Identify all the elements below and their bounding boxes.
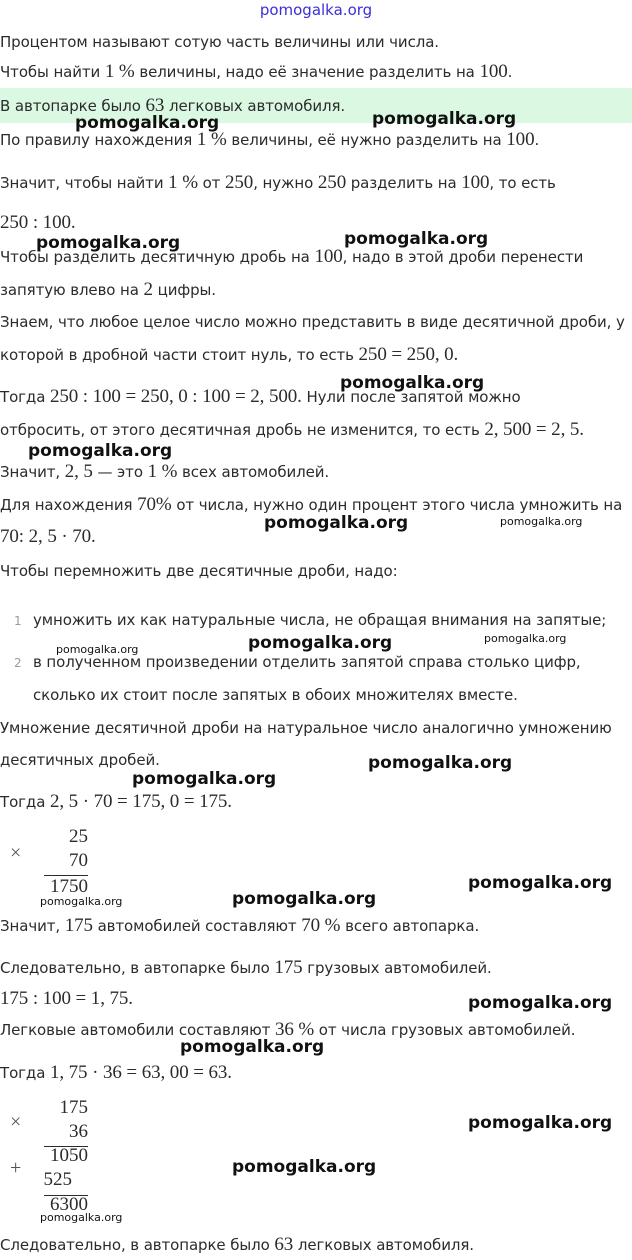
text-line-26: Легковые автомобили составляют 36 % от числа грузовых автомобилей. (0, 1019, 576, 1040)
text-line-27: Тогда 1, 75 · 36 = 63, 00 = 63. (0, 1062, 232, 1083)
text-line-14: Для нахождения 70% от числа, нужно один процент этого числа умножить на (0, 494, 623, 515)
text-line-5: Значит, чтобы найти 1 % от 250, нужно 250 разделить на 100, то есть (0, 172, 556, 193)
text-line-23: Значит, 175 автомобилей составляют 70 % всего автопарка. (0, 915, 480, 936)
text-line-1: Процентом называют сотую часть величины или числа. (0, 33, 439, 51)
list-item-1: умножить их как натуральные числа, не обращая внимания на запятые; (33, 611, 607, 629)
watermark: pomogalka.org (484, 632, 567, 645)
list-item-2: в полученном произведении отделить запятой справа столько цифр, (33, 653, 581, 671)
watermark: pomogalka.org (232, 1157, 377, 1177)
watermark: pomogalka.org (264, 513, 409, 533)
plus-sign: + (10, 1157, 22, 1179)
watermark: pomogalka.org (468, 993, 613, 1013)
math: 175 (274, 957, 303, 978)
math: 1 % (104, 61, 135, 82)
math: 70 % (301, 915, 341, 936)
multiplier: 36 (69, 1121, 88, 1142)
math: 1, 75 · 36 = 63, 00 = 63. (49, 1062, 232, 1083)
product: 6300 (50, 1194, 88, 1215)
text-line-25 (0, 989, 133, 1009)
watermark: pomogalka.org (468, 873, 613, 893)
watermark: pomogalka.org (340, 373, 485, 393)
math: 100 (461, 172, 490, 193)
watermark: pomogalka.org (28, 441, 173, 461)
math: 63 (145, 95, 165, 116)
math: 250 : 100. (0, 212, 76, 233)
math: 1 % (168, 172, 198, 193)
text-line-6 (0, 213, 76, 233)
math: 36 % (274, 1019, 315, 1040)
multiplicand: 25 (69, 826, 88, 847)
math: 1 % (196, 129, 227, 150)
math: 250 (225, 172, 254, 193)
text-line-2: Чтобы найти 1 % величины, надо её значение разделить на 100. (0, 61, 513, 82)
list-item-2-continuation: сколько их стоит после запятых в обоих множителях вместе. (33, 686, 518, 704)
list-number-1: 1 (14, 614, 22, 628)
math: 2, 5 (64, 461, 93, 482)
math: 250 = 250, 0. (358, 344, 459, 365)
text-line-20: Умножение десятичной дроби на натуральное число аналогично умножению (0, 719, 612, 737)
product: 1750 (50, 876, 88, 897)
watermark: pomogalka.org (372, 109, 517, 129)
text-line-9: Знаем, что любое целое число можно представить в виде десятичной дроби, у (0, 313, 625, 331)
text-line-8: запятую влево на 2 цифры. (0, 279, 216, 300)
text-line-7: Чтобы разделить десятичную дробь на 100, надо в этой дроби перенести (0, 246, 584, 267)
watermark: pomogalka.org (468, 1113, 613, 1133)
text-line-21: десятичных дробей. (0, 751, 160, 769)
text-line-10: которой в дробной части стоит нуль, то есть 250 = 250, 0. (0, 344, 459, 365)
watermark: pomogalka.org (40, 1211, 123, 1224)
text-line-24: Следовательно, в автопарке было 175 грузовых автомобилей. (0, 957, 492, 978)
math: 250 : 100 = 250, 0 : 100 = 2, 500. (49, 386, 302, 407)
watermark: pomogalka.org (75, 113, 220, 133)
column-multiplication-1 (8, 826, 88, 898)
watermark: pomogalka.org (368, 753, 513, 773)
math: 70% (137, 494, 172, 515)
watermark: pomogalka.org (344, 229, 489, 249)
text-line-12: отбросить, от этого десятичная дробь не изменится, то есть 2, 500 = 2, 5. (0, 419, 584, 440)
watermark: pomogalka.org (40, 895, 123, 908)
watermark: pomogalka.org (248, 633, 393, 653)
text-line-15 (0, 527, 96, 547)
text-line-16: Чтобы перемножить две десятичные дроби, надо: (0, 562, 398, 580)
watermark: pomogalka.org (232, 889, 377, 909)
text-line-22: Тогда 2, 5 · 70 = 175, 0 = 175. (0, 791, 232, 812)
math: 100 (314, 246, 343, 267)
watermark: pomogalka.org (132, 769, 277, 789)
math: 100 (506, 129, 535, 150)
multiplier: 70 (69, 850, 88, 871)
site-header-link[interactable]: pomogalka.org (259, 1, 373, 19)
multiplicand: 175 (59, 1097, 88, 1118)
partial-product-2: 525 (43, 1169, 72, 1190)
list-number-2: 2 (14, 656, 22, 670)
partial-product-1: 1050 (50, 1145, 88, 1166)
times-sign: × (10, 1111, 22, 1133)
watermark: pomogalka.org (180, 1037, 325, 1057)
math: 2, 5 · 70 = 175, 0 = 175. (49, 791, 232, 812)
watermark: pomogalka.org (500, 515, 583, 528)
math: 2, 500 = 2, 5. (484, 419, 584, 440)
text-line-4: По правилу нахождения 1 % величины, её нужно разделить на 100. (0, 129, 540, 150)
math: 2 (143, 279, 153, 300)
math: 175 (64, 915, 93, 936)
math: 70: 2, 5 · 70. (0, 526, 96, 547)
watermark: pomogalka.org (36, 233, 181, 253)
watermark: pomogalka.org (56, 643, 139, 656)
column-multiplication-2 (8, 1097, 88, 1217)
times-sign: × (10, 842, 22, 864)
math: 250 (317, 172, 347, 193)
math: 100 (479, 61, 508, 82)
text-line-11: Тогда 250 : 100 = 250, 0 : 100 = 2, 500. Нули после запятой можно (0, 386, 521, 407)
text-line-3-highlighted: В автопарке было 63 легковых автомобиля. (0, 95, 346, 116)
math: 63 (274, 1234, 294, 1255)
text-line-28: Следовательно, в автопарке было 63 легковых автомобиля. (0, 1234, 474, 1255)
math: 175 : 100 = 1, 75. (0, 988, 133, 1009)
math: 1 % (147, 461, 178, 482)
text-line-13: Значит, 2, 5 — это 1 % всех автомобилей. (0, 461, 330, 482)
